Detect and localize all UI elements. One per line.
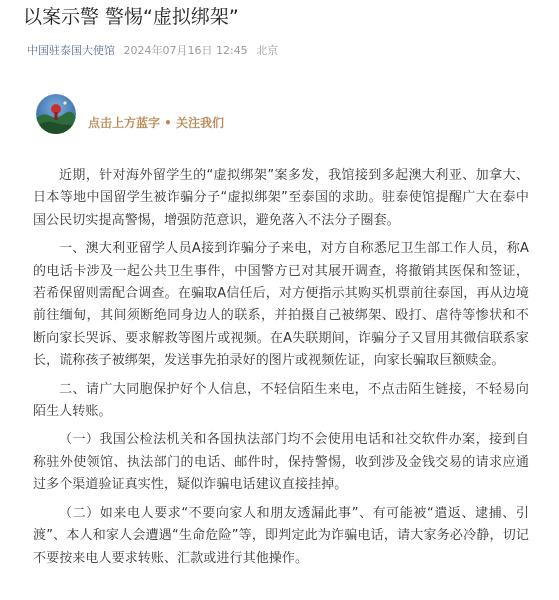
account-name-link[interactable]: 中国驻泰国大使馆 — [27, 44, 115, 57]
article-body — [33, 165, 529, 576]
publish-location: 北京 — [256, 44, 279, 57]
paragraph-case: 一、澳大利亚留学人员A接到诈骗分子来电，对方自称悉尼卫生部工作人员，称A的电话卡涉及一起公共卫生事件，中国警方已对其展开调查，将撤销其医保和签证，若希保留则需配合调查。在骗取A信任后，对方便指示其购买机票前往泰国，再从边境前往缅甸，其间须断绝同身边人的联系，并拍摄自己被绑架、殴打、虐待等惨状和不断向家长哭诉、要求解救等图片或视频。在A失联期间，诈骗分子又冒用其微信联系家长，谎称孩子被绑架，发送事先拍录好的图片或视频佐证，向家长骗取巨额赎金。 — [33, 241, 529, 369]
article-title: 以案示警 警惕“虚拟绑架” — [23, 6, 239, 28]
article-meta — [27, 43, 278, 59]
publish-date: 2024年07月16日 12:45 — [123, 44, 248, 57]
follow-prompt-link[interactable]: 点击上方蓝字 • 关注我们 — [88, 116, 225, 130]
paragraph-intro: 近期，针对海外留学生的“虚拟绑架”案多发，我馆接到多起澳大利亚、加拿大、日本等地中国留学生被诈骗分子“虚拟绑架”至泰国的求助。驻泰使馆提醒广大在泰中国公民切实提高警惕，增强防范意识，避免落入不法分子圈套。 — [33, 168, 529, 228]
paragraph-advice-2: （二）如来电人要求“不要向家人和朋友透漏此事”、有可能被“遣返、逮捕、引渡”、本人和家人会遭遇“生命危险”等，即判定此为诈骗电话，请大家务必冷静，切记不要按来电人要求转账、汇款或进行其他操作。 — [33, 505, 529, 566]
paragraph-advice: 二、请广大同胞保护好个人信息，不轻信陌生来电，不点击陌生链接，不轻易向陌生人转账。 — [33, 381, 529, 420]
globe-avatar-icon — [36, 94, 76, 134]
paragraph-advice-1: （一）我国公检法机关和各国执法部门均不会使用电话和社交软件办案，接到自称驻外使领馆、执法部门的电话、邮件时，保持警惕，收到涉及金钱交易的请求应通过多个渠道验证真实性，疑似诈骗电话建议直接挂掉。 — [33, 432, 529, 493]
